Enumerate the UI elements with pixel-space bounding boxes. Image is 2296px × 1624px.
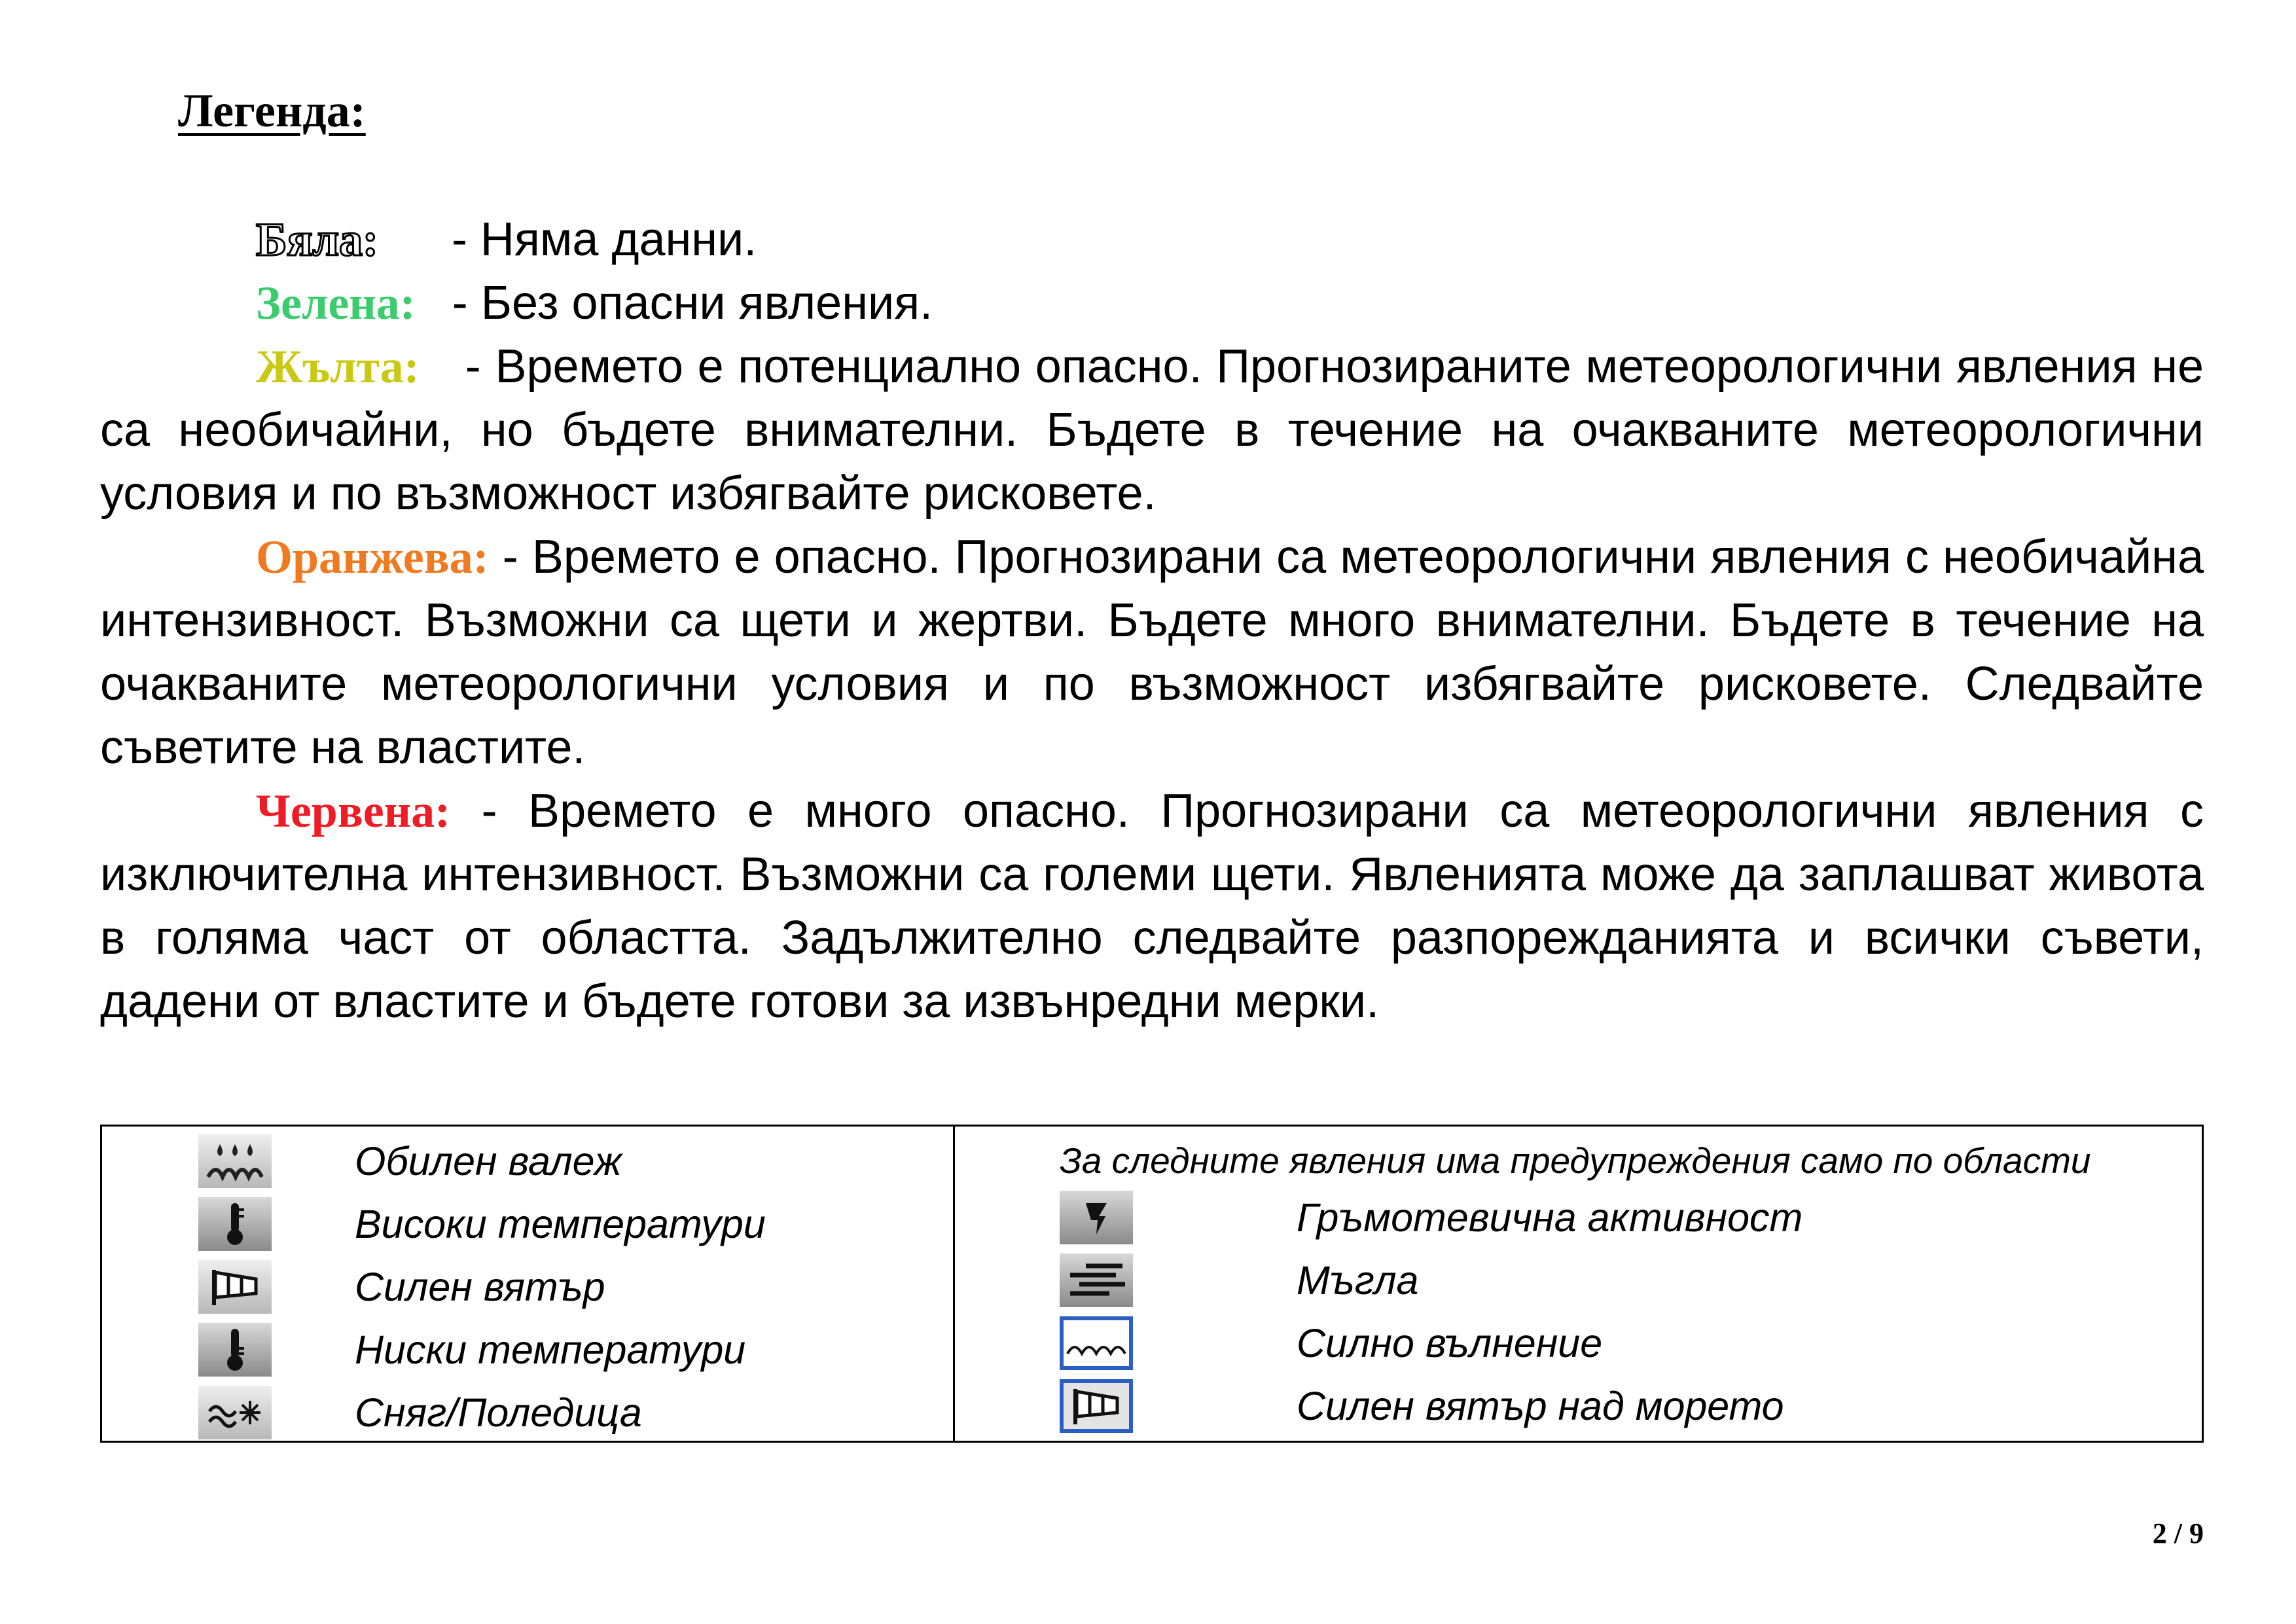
high-waves-icon (1060, 1316, 1133, 1370)
level-label-red: Червена: (256, 785, 451, 837)
hazard-label: Обилен валеж (355, 1139, 622, 1183)
level-text-white: - Няма данни. (451, 213, 757, 266)
hazard-label: Силно вълнение (1297, 1321, 1603, 1365)
hazard-label: Силен вятър (355, 1265, 605, 1309)
level-green (100, 272, 2204, 335)
hazard-row (198, 1260, 605, 1314)
level-text-green: - Без опасни явления. (452, 277, 933, 329)
level-text-red: - Времето е много опасно. Прогнозирани са метеорологични явления с изключителна интензивност. Възможни са големи щети. Явленията може да заплашват живота в голяма част от областта. Задължително следвайте разпорежданията и всички съвети, дадени от властите и бъдете готови за извънредни мерки. (100, 785, 2204, 1028)
fog-icon (1060, 1254, 1133, 1307)
page-number: 2 / 9 (2152, 1517, 2204, 1549)
strong-wind-icon (198, 1260, 272, 1314)
level-orange (100, 526, 2204, 780)
hazard-row (1060, 1191, 1803, 1244)
low-temperature-icon (198, 1323, 272, 1377)
hazard-row (198, 1323, 745, 1377)
level-red (100, 780, 2204, 1034)
hazard-label: Ниски температури (355, 1327, 746, 1372)
hazard-row (198, 1197, 766, 1251)
hazard-row (198, 1134, 622, 1188)
high-temperature-icon (198, 1197, 272, 1251)
level-yellow (100, 335, 2204, 526)
hazard-row (1060, 1254, 1418, 1307)
level-text-orange: - Времето е опасно. Прогнозирани са метеорологични явления с необичайна интензивност. Възможни са щети и жертви. Бъдете много внимателни. Бъдете в течение на очакваните метеорологични условия и по възможност избягвайте рисковете. Следвайте съветите на властите. (100, 531, 2204, 774)
hazard-label: Мъгла (1297, 1258, 1419, 1303)
hazard-label: Силен вятър над морето (1297, 1384, 1784, 1428)
level-label-orange: Оранжева: (256, 531, 489, 583)
regional-warning-note: За следните явления има предупреждения само по области (1060, 1140, 2091, 1181)
level-label-green: Зелена: (256, 277, 416, 329)
hazard-label: Сняг/Поледица (355, 1390, 642, 1435)
hazard-legend-table (100, 1125, 2204, 1443)
thunderstorm-icon (1060, 1191, 1133, 1244)
legend-title: Легенда: (178, 84, 366, 137)
hazard-label: Високи температури (355, 1202, 766, 1246)
heavy-rain-icon (198, 1134, 272, 1188)
warning-levels (100, 208, 2204, 1034)
hazard-label: Гръмотевична активност (1297, 1195, 1803, 1240)
level-label-yellow: Жълта: (256, 340, 420, 393)
column-divider (953, 1127, 955, 1441)
level-text-yellow: - Времето е потенциално опасно. Прогнозираните метеорологични явления не са необичайни, но бъдете внимателни. Бъдете в течение на очакваните метеорологични условия и по възможност избягвайте рисковете. (100, 340, 2204, 520)
sea-wind-icon (1060, 1379, 1133, 1433)
level-white (100, 208, 2204, 272)
snow-ice-icon (198, 1386, 272, 1439)
hazard-row (198, 1386, 642, 1439)
hazard-row (1060, 1379, 1784, 1433)
hazard-row (1060, 1316, 1602, 1370)
level-label-white: Бяла: (256, 213, 378, 266)
